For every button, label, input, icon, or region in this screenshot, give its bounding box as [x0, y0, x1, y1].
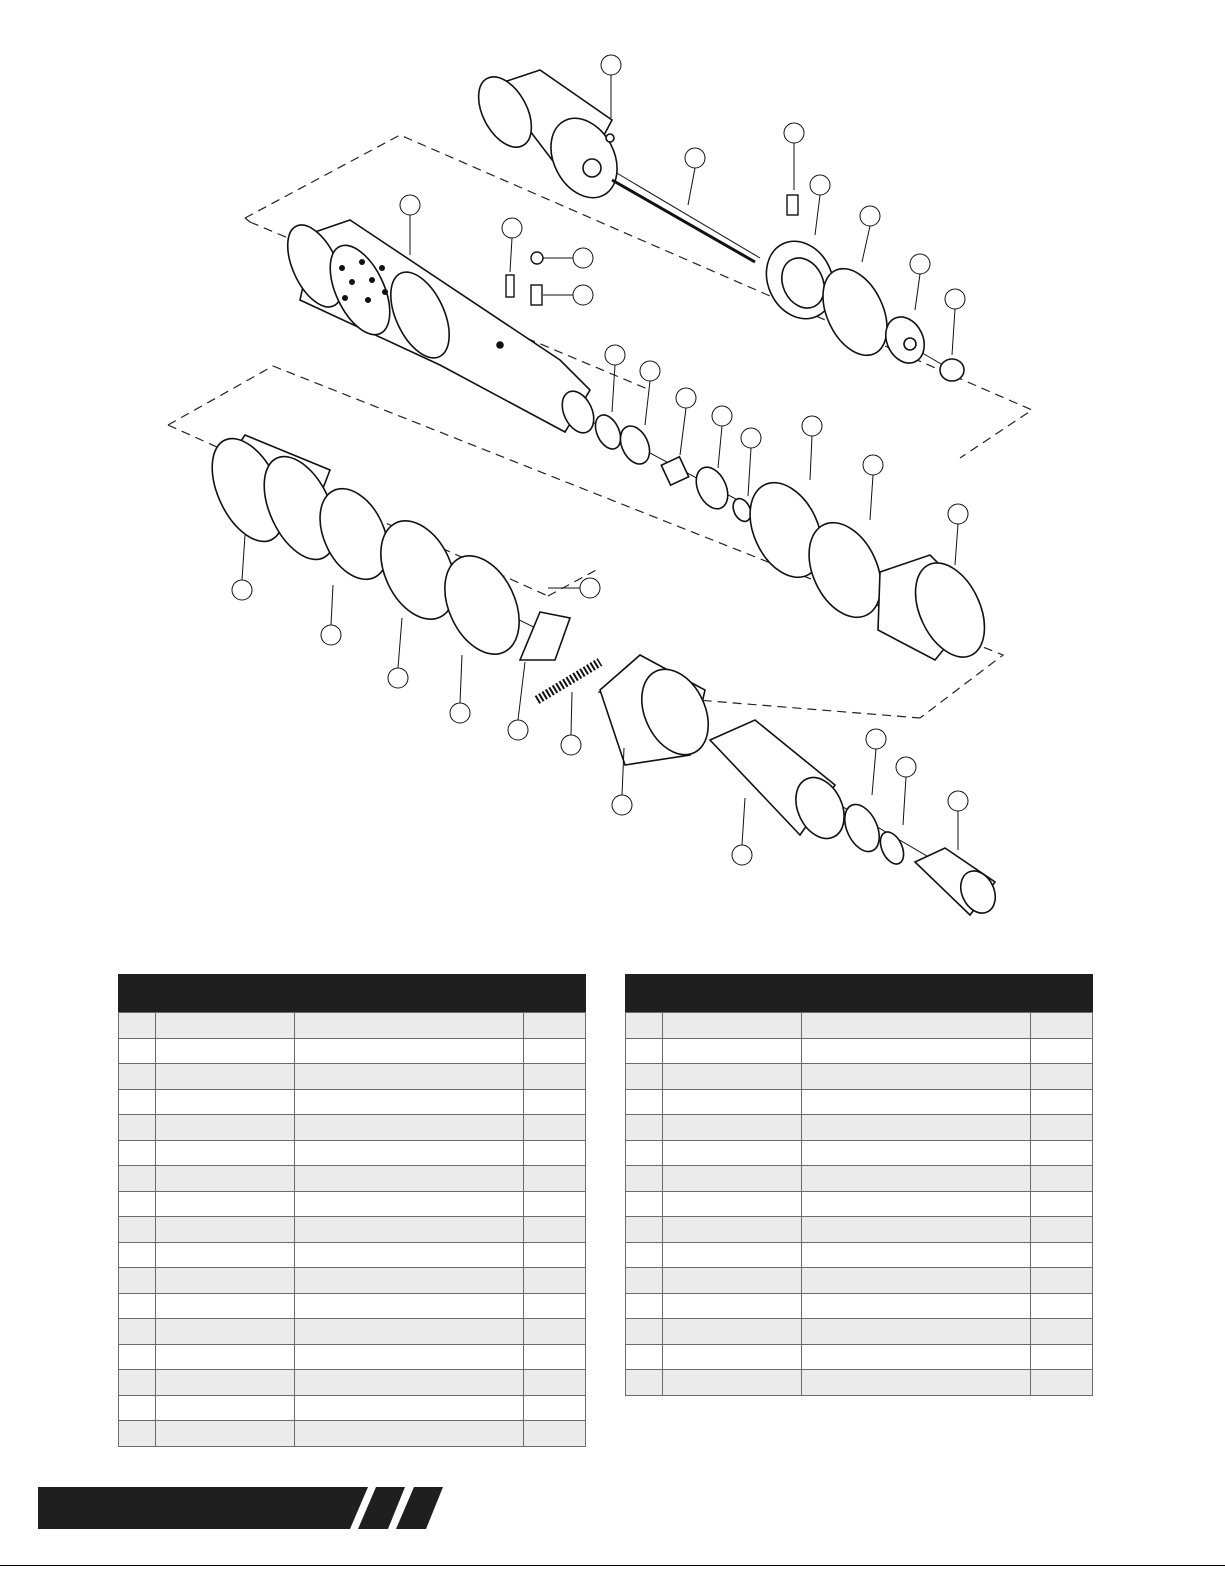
page-bottom-rule: [0, 1565, 1225, 1566]
table-row: [626, 1064, 1093, 1090]
table-row: [626, 1293, 1093, 1319]
table-row: [626, 1268, 1093, 1294]
part-sleeve-and-rings: [198, 427, 570, 666]
table-row: [119, 1166, 586, 1192]
table-row: [119, 1344, 586, 1370]
table-row: [119, 1268, 586, 1294]
table-row: [626, 1089, 1093, 1115]
footer-band-bar: [38, 1487, 368, 1529]
table-row: [626, 1217, 1093, 1243]
part-adapter-ring: [754, 230, 964, 381]
table-row: [119, 1293, 586, 1319]
table-row: [119, 1421, 586, 1447]
parts-table-right: [625, 1012, 1093, 1396]
table-row: [626, 1344, 1093, 1370]
table-row: [626, 1115, 1093, 1141]
table-row: [626, 1013, 1093, 1039]
parts-table-right-header: [625, 974, 1093, 1012]
table-row: [119, 1064, 586, 1090]
table-row: [626, 1166, 1093, 1192]
table-row: [626, 1242, 1093, 1268]
table-row: [119, 1013, 586, 1039]
table-row: [626, 1191, 1093, 1217]
part-valve-body: [276, 217, 600, 438]
table-row: [119, 1319, 586, 1345]
table-row: [119, 1395, 586, 1421]
table-row: [119, 1191, 586, 1217]
parts-table-right-body: [626, 1013, 1093, 1396]
part-seal-stack: [590, 411, 998, 668]
table-row: [119, 1217, 586, 1243]
table-row: [119, 1038, 586, 1064]
parts-table-left-header: [118, 974, 586, 1012]
parts-table-left: [118, 1012, 586, 1447]
table-row: [119, 1089, 586, 1115]
footer-brand-band: [0, 1483, 460, 1543]
table-row: [119, 1242, 586, 1268]
part-spring-nut-tube: [537, 655, 1002, 919]
footer-slash-2: [396, 1487, 443, 1529]
table-row: [119, 1370, 586, 1396]
table-row: [119, 1140, 586, 1166]
table-row: [626, 1319, 1093, 1345]
table-row: [626, 1038, 1093, 1064]
table-row: [626, 1140, 1093, 1166]
table-row: [626, 1370, 1093, 1396]
table-row: [119, 1115, 586, 1141]
parts-table-left-body: [119, 1013, 586, 1447]
